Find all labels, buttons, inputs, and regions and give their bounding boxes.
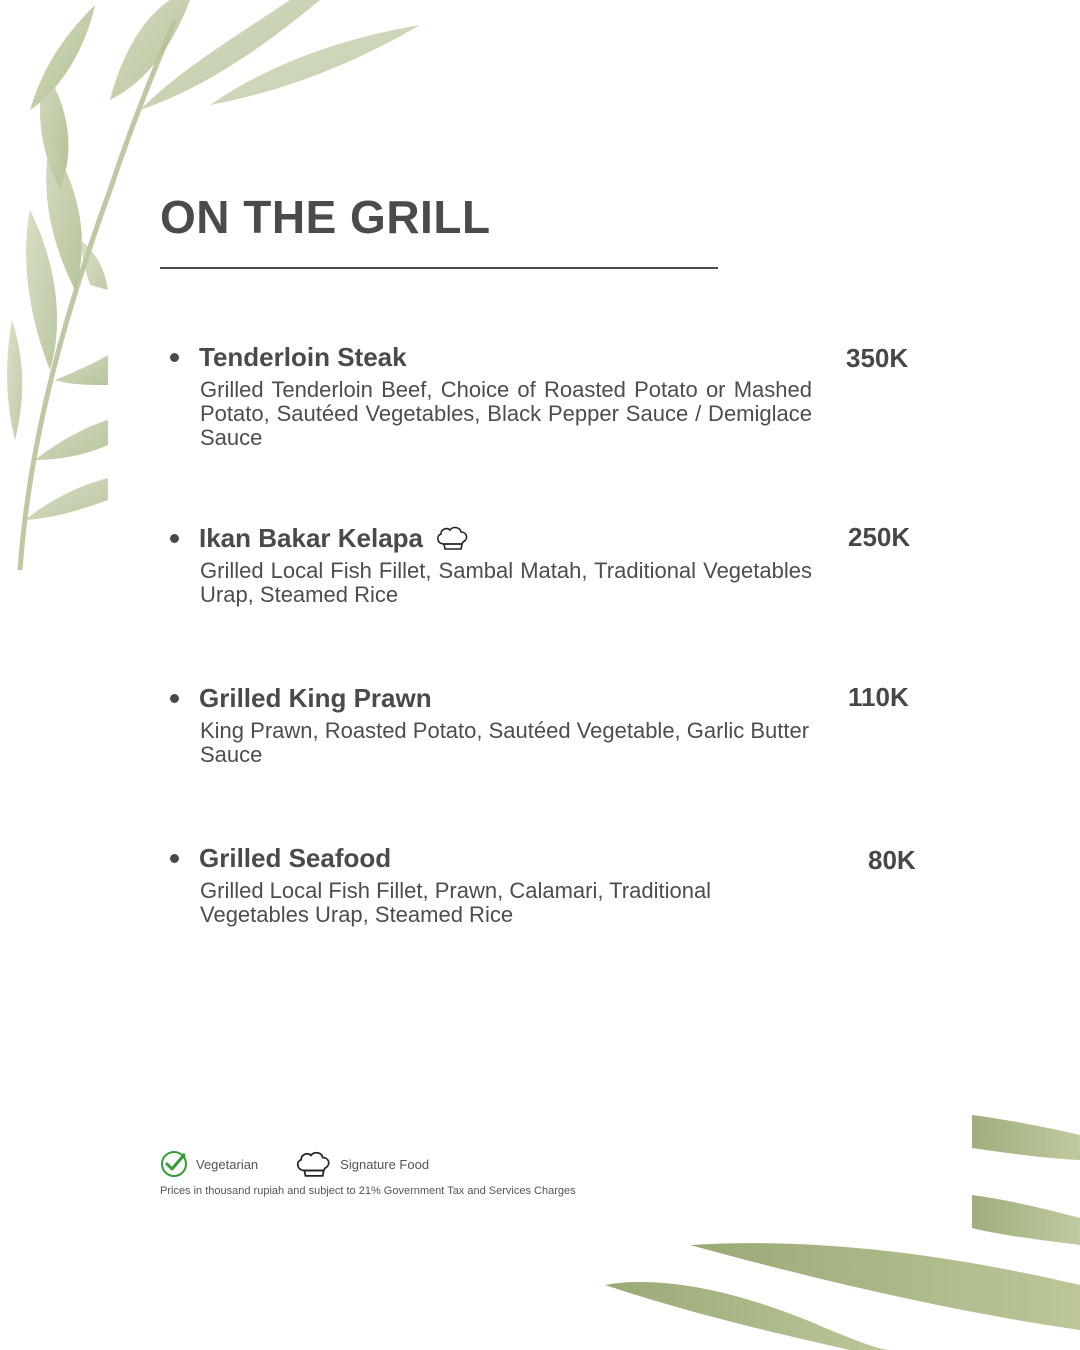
menu-item-grilled-king-prawn <box>170 681 930 767</box>
legend <box>160 1150 429 1178</box>
menu-item-grilled-seafood <box>170 841 930 927</box>
menu-item-description: Grilled Local Fish Fillet, Sambal Matah, Traditional Vegetables Urap, Steamed Rice <box>200 558 812 607</box>
menu-item-description: King Prawn, Roasted Potato, Sautéed Vegetable, Garlic Butter Sauce <box>200 718 810 767</box>
title-divider <box>160 267 718 269</box>
menu-item-tenderloin-steak <box>170 340 930 450</box>
menu-item-price: 80K <box>868 845 916 875</box>
menu-item-description: Grilled Tenderloin Beef, Choice of Roasted Potato or Mashed Potato, Sautéed Vegetables, Black Pepper Sauce / Demiglace Sauce <box>200 377 812 450</box>
menu-item-ikan-bakar-kelapa <box>170 521 930 607</box>
chef-hat-icon <box>294 1150 332 1178</box>
menu-item-name: Grilled King Prawn <box>199 682 432 713</box>
legend-vegetarian-label: Vegetarian <box>196 1156 259 1172</box>
menu-item-description: Grilled Local Fish Fillet, Prawn, Calamari, Traditional Vegetables Urap, Steamed Rice <box>200 878 712 927</box>
menu-item-price: 350K <box>846 343 909 373</box>
menu-item-name: Tenderloin Steak <box>199 341 407 372</box>
bullet-icon <box>170 534 179 543</box>
legend-signature-label: Signature Food <box>340 1156 430 1172</box>
section-title: ON THE GRILL <box>160 191 491 243</box>
menu-item-price: 250K <box>848 522 911 552</box>
menu-item-price: 110K <box>848 682 909 712</box>
chef-hat-icon <box>435 525 469 551</box>
bullet-icon <box>170 694 179 703</box>
menu-item-name: Grilled Seafood <box>199 842 392 873</box>
menu-item-name: Ikan Bakar Kelapa <box>199 522 424 553</box>
green-check-leaf-icon <box>160 1150 188 1178</box>
bullet-icon <box>170 854 179 863</box>
price-note: Prices in thousand rupiah and subject to 21% Government Tax and Services Charges <box>160 1185 576 1197</box>
bullet-icon <box>170 353 179 362</box>
